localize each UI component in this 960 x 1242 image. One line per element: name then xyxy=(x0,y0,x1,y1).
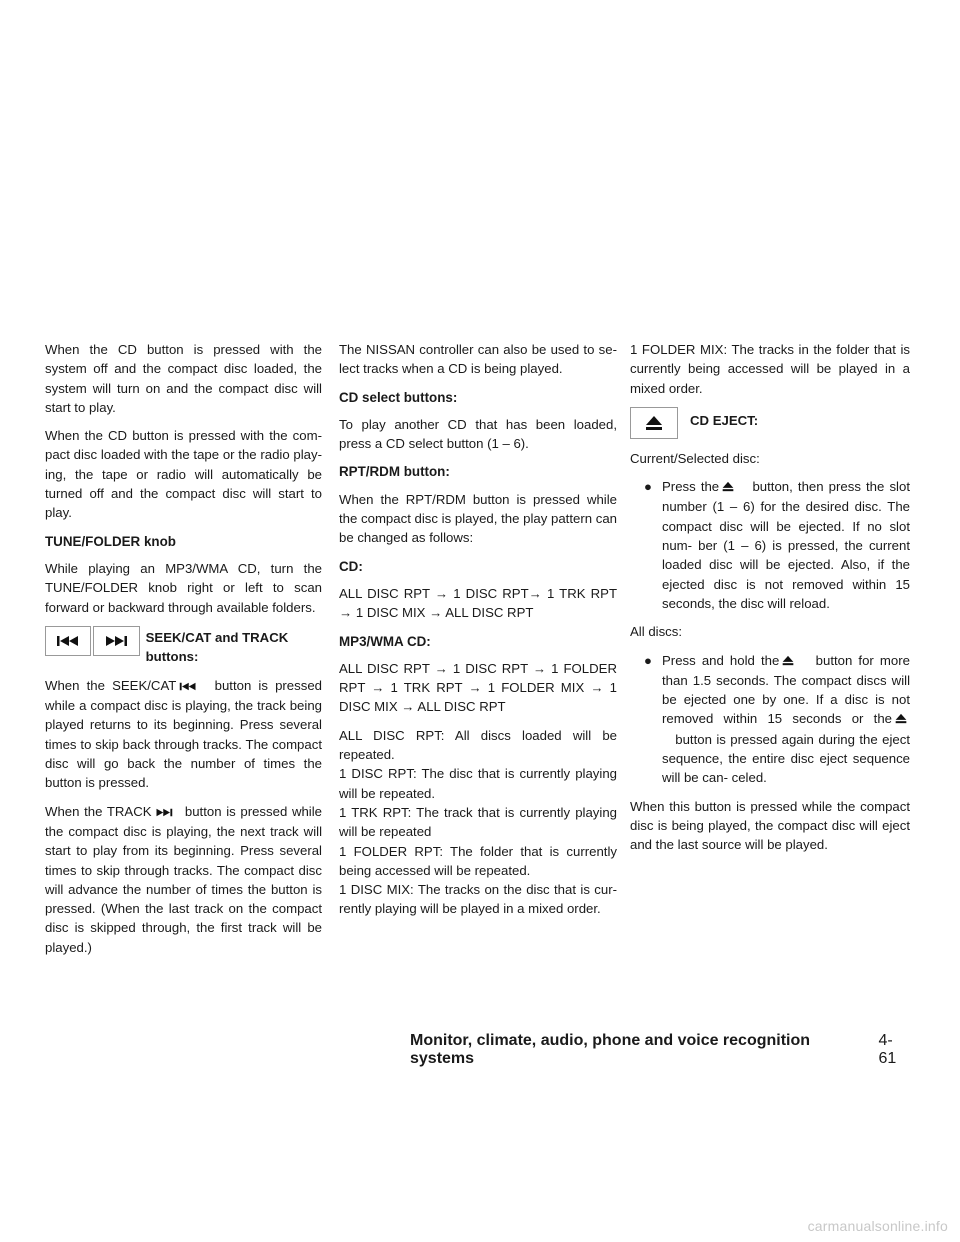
seek-text-b: button is pressed while a compact disc is playing, the track being played returns to its beginning. Press several times to skip back through tracks. The compact disc will go back the number of times the button is pressed. xyxy=(45,677,323,791)
current-selected-disc-label: Current/Selected disc: xyxy=(630,450,760,466)
paragraph-mp3-sequence: ALL DISC RPT → 1 DISC RPT → 1 FOLDER RPT → 1 TRK RPT → 1 FOLDER MIX → 1 DISC MIX → ALL DISC RPT xyxy=(339,660,617,715)
paragraph-eject-while-playing: When this button is pressed while the compact disc is being played, the compact disc will eject and the last source will be played. xyxy=(630,798,910,853)
paragraph-cd-sequence: ALL DISC RPT → 1 DISC RPT→ 1 TRK RPT → 1 DISC MIX → ALL DISC RPT xyxy=(339,585,617,621)
track-text-a: When the TRACK xyxy=(45,803,152,819)
paragraph-nissan-controller: The NISSAN controller can also be used to se- lect tracks when a CD is being played. xyxy=(339,342,617,377)
bullet2-text-b: button for more than 1.5 seconds. The compact discs will be ejected one by one. If a disc is not removed within 15 seconds or the xyxy=(662,652,910,727)
bullet1-text-a: Press the xyxy=(662,479,720,495)
paragraph-rpt-rdm: When the RPT/RDM button is pressed while the compact disc is played, the play pattern can be changed as follows: xyxy=(339,491,617,546)
cd-eject-label: CD EJECT: xyxy=(690,412,759,428)
eject-button-illustration xyxy=(630,407,678,439)
track-text-b: button is pressed while the compact disc is playing, the next track will start to play from its beginning. Press several times to skip through tracks. The compact disc will advance the number of times the button is pressed. (When the last track on the compact disc is skipped through, the first track will be played.) xyxy=(45,803,322,955)
skip-back-icon xyxy=(56,635,80,647)
page-number: 4-61 xyxy=(878,1032,897,1067)
definition-1-folder-rpt: 1 FOLDER RPT: The folder that is currently being accessed will be repeated. xyxy=(339,843,617,878)
definition-1-disc-rpt: 1 DISC RPT: The disc that is currently playing will be repeated. xyxy=(339,766,617,801)
definition-1-folder-mix: 1 FOLDER MIX: The tracks in the folder that is currently being accessed will be played in a mixed order. xyxy=(630,342,910,396)
definition-1-trk-rpt: 1 TRK RPT: The track that is currently playing will be repeated xyxy=(339,804,617,840)
heading-cd: CD: xyxy=(339,558,363,574)
definition-all-disc-rpt: ALL DISC RPT: All discs loaded will be repeated. xyxy=(339,727,617,763)
footer-section-title: Monitor, climate, audio, phone and voice recognition systems xyxy=(410,1032,811,1067)
paragraph-track xyxy=(45,802,322,957)
paragraph-seek xyxy=(45,676,322,793)
bullet-current-disc xyxy=(644,477,910,613)
bullet2-text-c: button is pressed again during the eject sequence, the entire disc eject sequence will be can- celed. xyxy=(662,731,910,786)
eject-icon xyxy=(895,710,907,729)
page-footer xyxy=(410,1032,910,1068)
eject-icon xyxy=(722,478,734,497)
paragraph-tune-folder: While playing an MP3/WMA CD, turn the TUNE/FOLDER knob right or left to scan forward or backward through available folders. xyxy=(45,560,322,615)
bullet-current-text xyxy=(662,477,910,613)
cd-eject-row xyxy=(630,407,910,439)
bullet-all-text xyxy=(662,651,910,788)
paragraph-cd-system-off: When the CD button is pressed with the system off and the compact disc loaded, the system will turn on and the compact disc will start to play. xyxy=(45,342,322,415)
eject-icon xyxy=(645,415,663,431)
bullet1-text-b: button, then press the slot number (1 – 6) for the desired disc. The compact disc will be ejected. If no slot num- ber (1 – 6) is pressed, the current loaded disc will be ejected. Also, if the ejected disc is not removed within 15 seconds, the disc will reload. xyxy=(662,479,910,611)
definition-1-disc-mix: 1 DISC MIX: The tracks on the disc that is cur- rently playing will be played in a mixed order. xyxy=(339,882,617,917)
skip-back-icon xyxy=(179,677,197,696)
heading-tune-folder: TUNE/FOLDER knob xyxy=(45,533,176,549)
skip-forward-icon xyxy=(104,635,128,647)
column-3 xyxy=(630,340,910,864)
bullet2-text-a: Press and hold the xyxy=(662,652,780,668)
heading-rpt-rdm: RPT/RDM button: xyxy=(339,464,450,480)
bullet-dot: ● xyxy=(644,479,652,495)
bullet-dot: ● xyxy=(644,652,652,668)
track-button-illustration xyxy=(93,626,139,656)
column-1 xyxy=(45,340,322,966)
rpt-definitions xyxy=(339,726,617,919)
watermark: carmanualsonline.info xyxy=(807,1218,948,1234)
heading-mp3-wma: MP3/WMA CD: xyxy=(339,633,431,649)
seek-button-illustration xyxy=(45,626,91,656)
paragraph-cd-select: To play another CD that has been loaded, press a CD select button (1 – 6). xyxy=(339,416,617,452)
seek-track-buttons-row xyxy=(45,626,322,666)
heading-cd-select: CD select buttons: xyxy=(339,389,458,405)
eject-icon xyxy=(782,652,794,671)
seek-track-label: SEEK/CAT and TRACK buttons: xyxy=(145,629,289,664)
seek-text-a: When the SEEK/CAT xyxy=(45,677,177,693)
paragraph-cd-tape-radio: When the CD button is pressed with the com- pact disc loaded with the tape or the radio play- ing, the tape or radio will automatically be turned off and the compact disc will start to play. xyxy=(45,428,322,521)
skip-forward-icon xyxy=(155,803,173,822)
bullet-all-discs xyxy=(644,651,910,788)
all-discs-label: All discs: xyxy=(630,624,683,640)
column-2 xyxy=(339,340,617,928)
